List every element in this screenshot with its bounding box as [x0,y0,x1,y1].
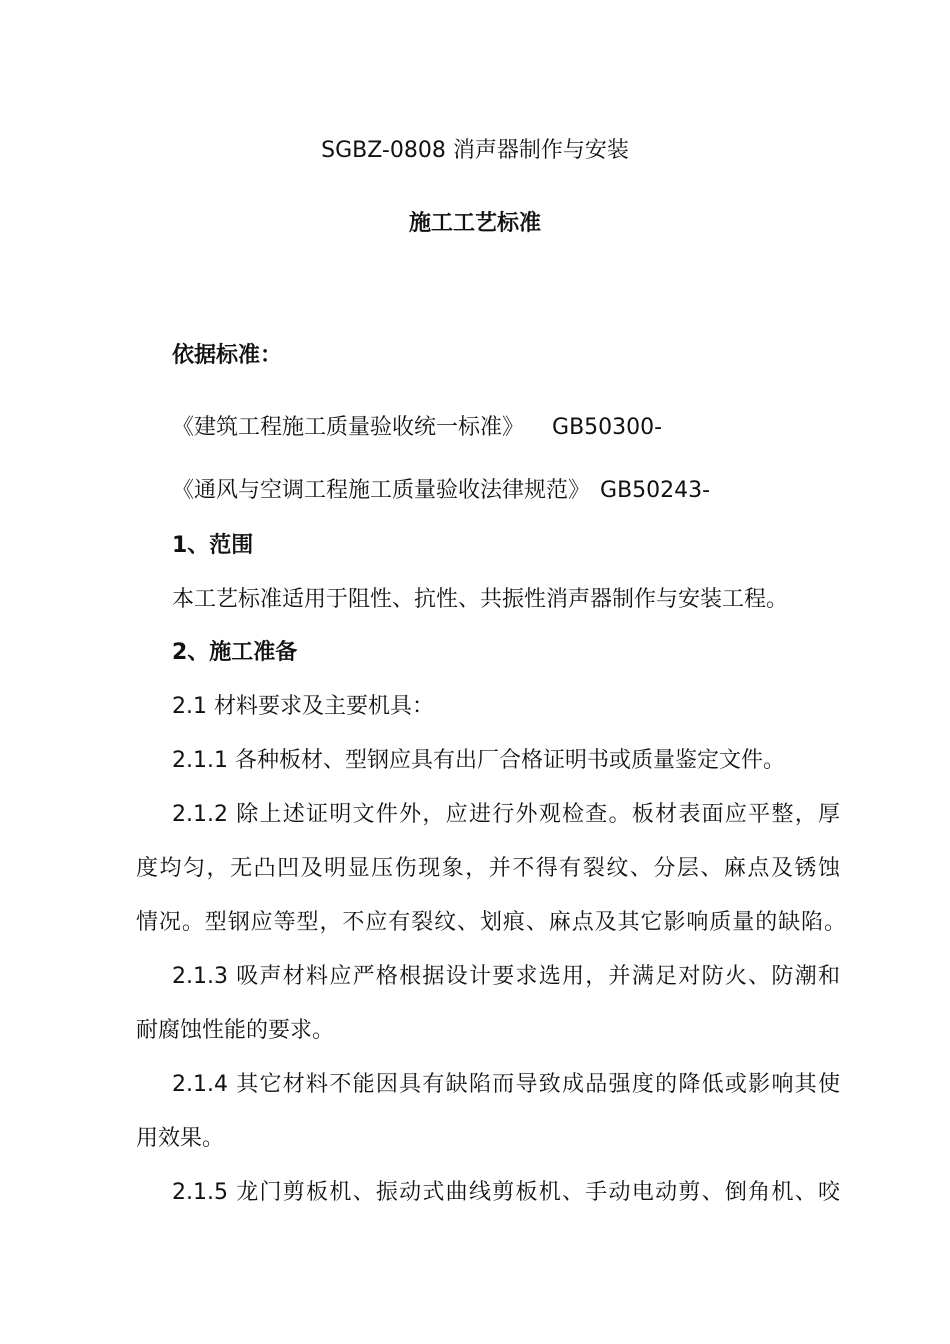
item-2-1-2-line-3: 情况。型钢应等型，不应有裂纹、划痕、麻点及其它影响质量的缺陷。 [136,910,846,935]
item-2-1-3-line-2: 耐腐蚀性能的要求。 [136,1018,335,1043]
reference-code: GB50300- [552,415,663,440]
document-subtitle: 施工工艺标准 [408,211,541,236]
reference-name: 《建筑工程施工质量验收统一标准》 [172,415,525,440]
section-1-heading: 1、范围 [172,533,254,558]
subsection-2-1: 2.1 材料要求及主要机具： [172,694,434,719]
reference-name: 《通风与空调工程施工质量验收法律规范》 [172,478,591,503]
section-2-heading: 2、施工准备 [172,640,298,665]
item-2-1-3-line-1: 2.1.3 吸声材料应严格根据设计要求选用，并满足对防火、防潮和 [172,964,840,989]
reference-code: GB50243- [600,478,711,503]
reference-standard-2 [172,475,840,507]
item-2-1-4-line-1: 2.1.4 其它材料不能因具有缺陷而导致成品强度的降低或影响其使 [172,1072,840,1097]
basis-heading: 依据标准： [172,343,283,368]
section-1-text: 本工艺标准适用于阻性、抗性、共振性消声器制作与安装工程。 [172,587,789,612]
document-title: SGBZ-0808 消声器制作与安装 [321,138,629,163]
item-2-1-2-line-1: 2.1.2 除上述证明文件外，应进行外观检查。板材表面应平整，厚 [172,802,840,827]
reference-standard-1 [172,412,840,444]
item-2-1-1: 2.1.1 各种板材、型钢应具有出厂合格证明书或质量鉴定文件。 [172,748,785,773]
item-2-1-5-line-1: 2.1.5 龙门剪板机、振动式曲线剪板机、手动电动剪、倒角机、咬 [172,1180,840,1205]
item-2-1-2-line-2: 度均匀，无凸凹及明显压伤现象，并不得有裂纹、分层、麻点及锈蚀 [136,856,840,881]
item-2-1-4-line-2: 用效果。 [136,1126,225,1151]
